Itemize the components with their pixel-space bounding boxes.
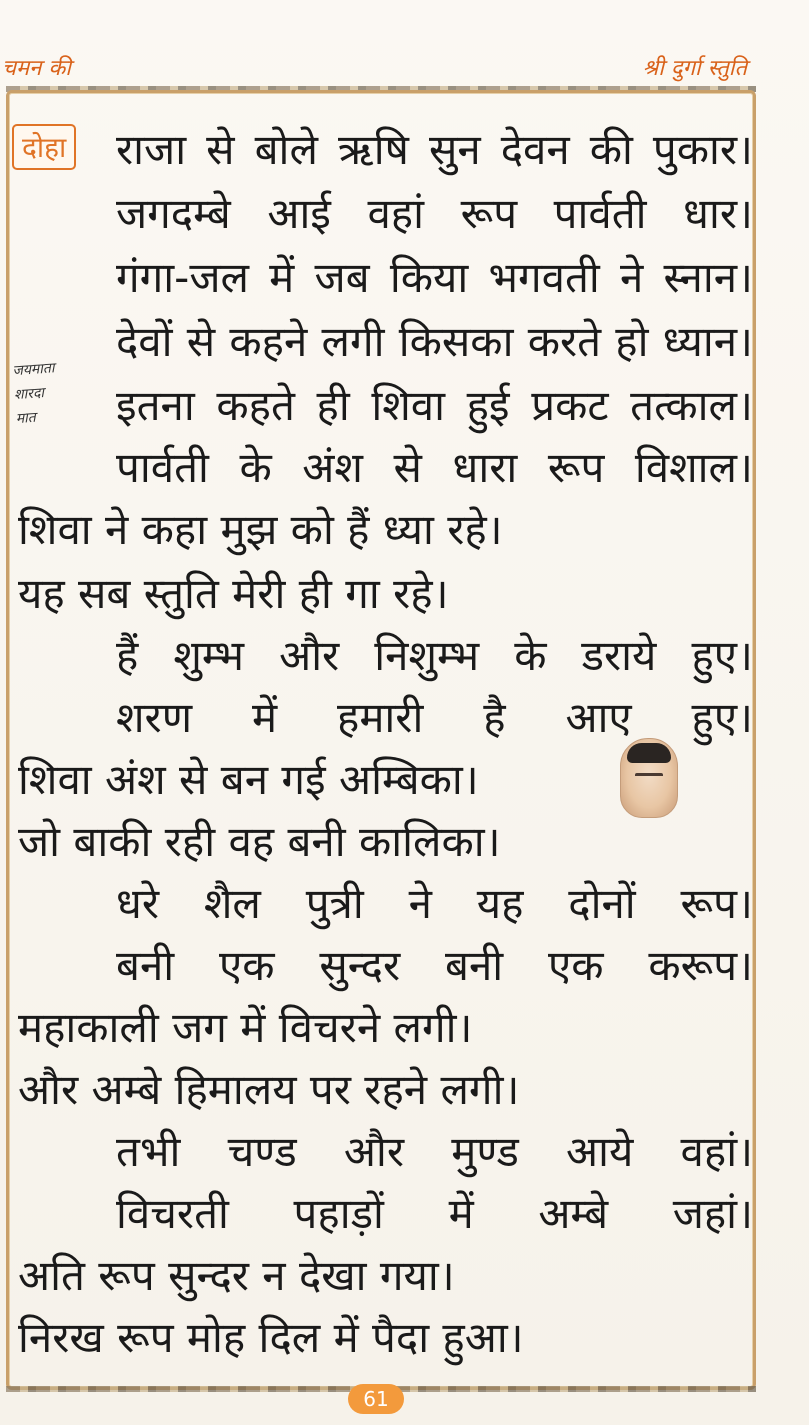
verse-line bbox=[116, 694, 753, 742]
verse-word: सुन्दर bbox=[319, 941, 401, 990]
verse-word: आये bbox=[566, 1127, 634, 1176]
verse-word: चण्ड bbox=[227, 1127, 297, 1176]
portrait-sticker-image bbox=[620, 738, 678, 818]
verse-word: इतना bbox=[116, 381, 195, 430]
verse-word: आए bbox=[565, 693, 632, 742]
verse-word: से bbox=[186, 317, 216, 366]
page-header bbox=[0, 48, 809, 88]
verse-word: तभी bbox=[116, 1127, 181, 1176]
verse-word: ही bbox=[316, 381, 350, 430]
verse-word: और bbox=[343, 1127, 405, 1176]
verse-line bbox=[116, 444, 753, 492]
verse-word: राजा bbox=[116, 125, 187, 174]
verse-line: जो बाकी रही वह बनी कालिका। bbox=[18, 817, 501, 866]
verse-word: हमारी bbox=[337, 693, 424, 742]
verse-word: पुत्री bbox=[305, 879, 364, 928]
verse-word: किसका bbox=[398, 317, 514, 366]
verse-word: में bbox=[252, 693, 278, 742]
verse-line: निरख रूप मोह दिल में पैदा हुआ। bbox=[18, 1313, 524, 1362]
verse-word: निशुम्भ bbox=[374, 631, 480, 680]
verse-word: एक bbox=[219, 941, 275, 990]
verse-word: जगदम्बे bbox=[116, 189, 231, 238]
verse-word: जहां। bbox=[672, 1189, 753, 1238]
verse-word: से bbox=[393, 443, 422, 492]
verse-word: रूप। bbox=[680, 879, 753, 928]
verse-word: देवों bbox=[116, 317, 173, 366]
verse-word: धारा bbox=[452, 443, 518, 492]
verse-word: ध्यान। bbox=[662, 317, 753, 366]
verse-word: डराये bbox=[581, 631, 657, 680]
page-number-badge: 61 bbox=[348, 1384, 404, 1414]
verse-word: पहाड़ों bbox=[293, 1189, 384, 1238]
verse-line: शिवा ने कहा मुझ को हैं ध्या रहे। bbox=[18, 505, 503, 554]
verse-word: कहते bbox=[216, 381, 295, 430]
verse-word: धरे bbox=[116, 879, 160, 928]
verse-word: लगी bbox=[321, 317, 385, 366]
verse-line bbox=[116, 318, 753, 366]
verse-word: शिवा bbox=[371, 381, 445, 430]
verse-word: जब bbox=[314, 253, 370, 302]
verse-word: हुई bbox=[466, 381, 510, 430]
verse-line: और अम्बे हिमालय पर रहने लगी। bbox=[18, 1065, 520, 1114]
verse-word: ने bbox=[619, 253, 644, 302]
verse-word: किया bbox=[389, 253, 469, 302]
handwritten-margin-note bbox=[12, 353, 107, 431]
verse-word: धार। bbox=[683, 189, 753, 238]
verse-word: से bbox=[206, 125, 235, 174]
verse-line bbox=[116, 632, 753, 680]
verse-word: है bbox=[483, 693, 506, 742]
verse-word: यह bbox=[476, 879, 524, 928]
verse-word: पार्वती bbox=[116, 443, 209, 492]
verse-word: करते bbox=[527, 317, 602, 366]
verse-word: दोनों bbox=[568, 879, 636, 928]
verse-word: हो bbox=[615, 317, 649, 366]
verse-line bbox=[116, 190, 753, 238]
verse-line bbox=[116, 1128, 753, 1176]
verse-line: शिवा अंश से बन गई अम्बिका। bbox=[18, 755, 479, 804]
verse-word: शुम्भ bbox=[173, 631, 245, 680]
verse-word: सुन bbox=[428, 125, 481, 174]
verse-word: में bbox=[269, 253, 295, 302]
verse-word: ने bbox=[408, 879, 432, 928]
verse-word: में bbox=[448, 1189, 474, 1238]
verse-line bbox=[116, 1190, 753, 1238]
verse-word: वहां bbox=[367, 189, 424, 238]
header-right-title: श्री दुर्गा स्तुति bbox=[642, 56, 747, 81]
verse-word: प्रकट bbox=[531, 381, 609, 430]
verse-word: गंगा-जल bbox=[116, 253, 249, 302]
margin-note-line: जयमाता bbox=[11, 360, 56, 380]
verse-word: शरण bbox=[116, 693, 193, 742]
verse-word: हुए। bbox=[691, 631, 753, 680]
verse-word: अंश bbox=[302, 443, 363, 492]
verse-line bbox=[116, 382, 753, 430]
verse-word: विचरती bbox=[116, 1189, 229, 1238]
verse-word: मुण्ड bbox=[451, 1127, 519, 1176]
verse-word: एक bbox=[548, 941, 604, 990]
verse-word: शैल bbox=[203, 879, 261, 928]
verse-word: के bbox=[514, 631, 547, 680]
verse-word: कहने bbox=[229, 317, 308, 366]
verse-word: हैं bbox=[116, 631, 139, 680]
verse-word: बनी bbox=[445, 941, 504, 990]
verse-word: और bbox=[279, 631, 340, 680]
verse-word: आई bbox=[267, 189, 331, 238]
verse-line bbox=[116, 942, 753, 990]
verse-word: वहां। bbox=[680, 1127, 753, 1176]
verse-word: हुए। bbox=[691, 693, 753, 742]
verse-line: अति रूप सुन्दर न देखा गया। bbox=[18, 1251, 455, 1300]
verse-word: पुकार। bbox=[652, 125, 753, 174]
verse-word: के bbox=[239, 443, 272, 492]
margin-note-line: शारदा bbox=[13, 385, 45, 404]
verse-line: महाकाली जग में विचरने लगी। bbox=[18, 1003, 473, 1052]
verse-word: तत्काल। bbox=[630, 381, 753, 430]
verse-line bbox=[116, 880, 753, 928]
verse-word: अम्बे bbox=[538, 1189, 609, 1238]
verse-word: ऋषि bbox=[337, 125, 409, 174]
verse-word: बनी bbox=[116, 941, 175, 990]
verse-word: बोले bbox=[254, 125, 318, 174]
verse-word: करूप। bbox=[648, 941, 753, 990]
verse-word: रूप bbox=[547, 443, 605, 492]
verse-word: पार्वती bbox=[553, 189, 647, 238]
verse-word: की bbox=[589, 125, 633, 174]
verse-word: देवन bbox=[500, 125, 570, 174]
verse-line bbox=[116, 254, 753, 302]
margin-note-line: मात bbox=[15, 409, 37, 428]
doha-label: दोहा bbox=[12, 124, 76, 170]
verse-line: यह सब स्तुति मेरी ही गा रहे। bbox=[18, 569, 449, 618]
verse-word: स्नान। bbox=[663, 253, 753, 302]
verse-word: रूप bbox=[460, 189, 518, 238]
verse-word: भगवती bbox=[488, 253, 600, 302]
header-left-title: चमन की bbox=[2, 56, 71, 81]
verse-line bbox=[116, 126, 753, 174]
verse-word: विशाल। bbox=[634, 443, 753, 492]
